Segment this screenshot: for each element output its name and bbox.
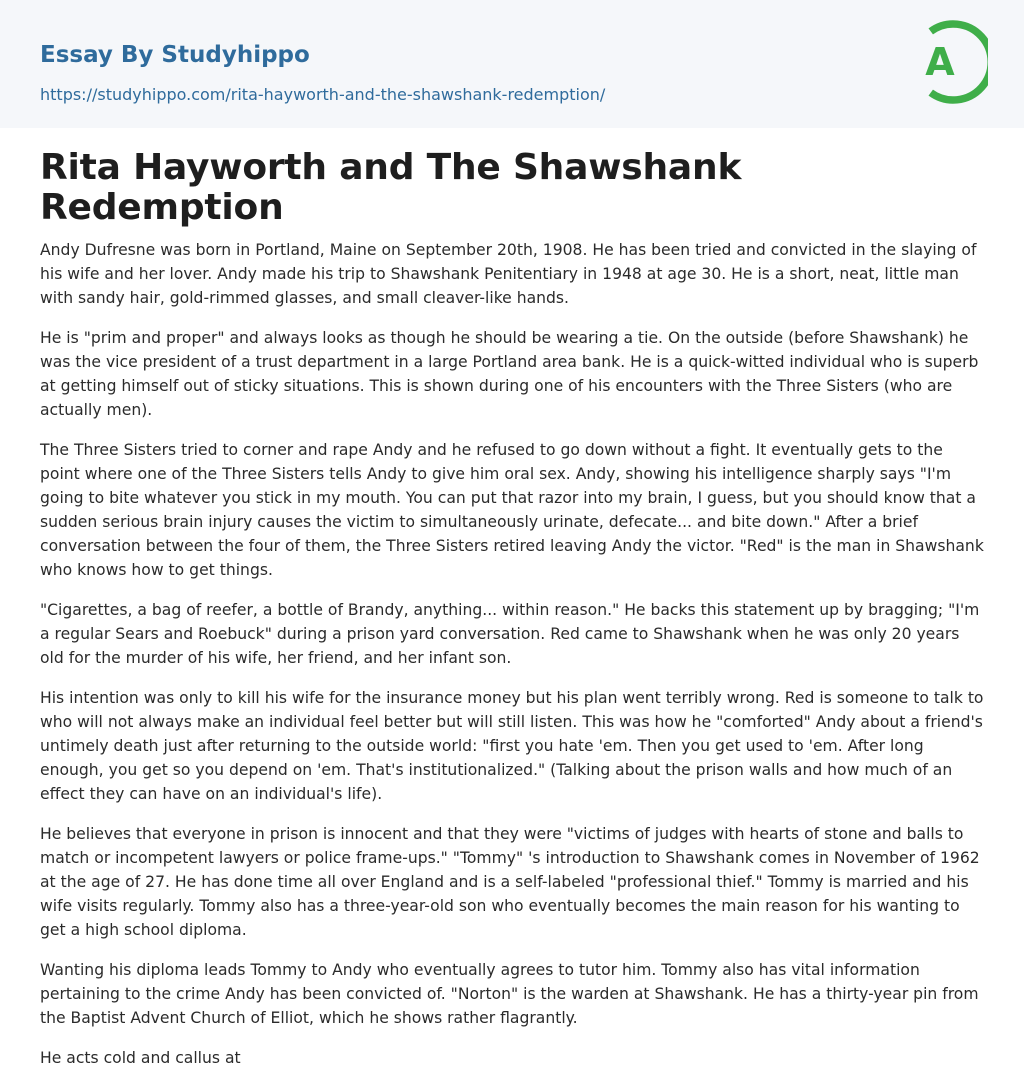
article-paragraph: Wanting his diploma leads Tommy to Andy who eventually agrees to tutor him. Tommy also has vital information pertaining to the crime Andy has been convicted of. "Norton" is the warden at Shawshank. He has a thirty-year pin from the Baptist Advent Church of Elliot, which he shows rather flagrantly.: [40, 961, 979, 1027]
site-header: [0, 0, 1024, 128]
article: [0, 148, 1024, 1070]
article-title: Rita Hayworth and The Shawshank Redemption: [40, 147, 742, 228]
article-paragraph: The Three Sisters tried to corner and rape Andy and he refused to go down without a fight. It eventually gets to the point where one of the Three Sisters tells Andy to give him oral sex. Andy, showing his intelligence sharply says "I'm going to bite whatever you stick in my mouth. You can put that razor into my brain, I guess, but you should know that a sudden serious brain injury causes the victim to simultaneously urinate, defecate... and bite down." After a brief conversation between the four of them, the Three Sisters retired leaving Andy the victor. "Red" is the man in Shawshank who knows how to get things.: [40, 441, 984, 579]
article-paragraph: His intention was only to kill his wife for the insurance money but his plan went terribly wrong. Red is someone to talk to who will not always make an individual feel better but will still listen. This was how he "comforted" Andy about a friend's untimely death just after returning to the outside world: "first you hate 'em. Then you get used to 'em. After long enough, you get so you depend on 'em. That's institutionalized." (Talking about the prison walls and how much of an effect they can have on an individual's life).: [40, 689, 984, 803]
logo-letter: A: [925, 40, 955, 84]
site-brand[interactable]: Essay By Studyhippo: [40, 42, 310, 68]
article-paragraph: He is "prim and proper" and always looks as though he should be wearing a tie. On the outside (before Shawshank) he was the vice president of a trust department in a large Portland area bank. He is a quick-witted individual who is superb at getting himself out of sticky situations. This is shown during one of his encounters with the Three Sisters (who are actually men).: [40, 329, 979, 419]
article-paragraph: He acts cold and callus at: [40, 1049, 241, 1067]
article-url-link[interactable]: https://studyhippo.com/rita-hayworth-and-the-shawshank-redemption/: [40, 85, 606, 104]
article-paragraph: "Cigarettes, a bag of reefer, a bottle of Brandy, anything... within reason." He backs this statement up by bragging; "I'm a regular Sears and Roebuck" during a prison yard conversation. Red came to Shawshank when he was only 20 years old for the murder of his wife, her friend, and her infant son.: [40, 601, 980, 667]
article-paragraph: He believes that everyone in prison is innocent and that they were "victims of judges with hearts of stone and balls to match or incompetent lawyers or police frame-ups." "Tommy" 's introduction to Shawshank comes in November of 1962 at the age of 27. He has done time all over England and is a self-labeled "professional thief." Tommy is married and his wife visits regularly. Tommy also has a three-year-old son who eventually becomes the main reason for his wanting to get a high school diploma.: [40, 825, 980, 939]
studyhippo-logo-icon[interactable]: [910, 18, 988, 106]
article-paragraph: Andy Dufresne was born in Portland, Maine on September 20th, 1908. He has been tried and convicted in the slaying of his wife and her lover. Andy made his trip to Shawshank Penitentiary in 1948 at age 30. He is a short, neat, little man with sandy hair, gold-rimmed glasses, and small cleaver-like hands.: [40, 241, 977, 307]
